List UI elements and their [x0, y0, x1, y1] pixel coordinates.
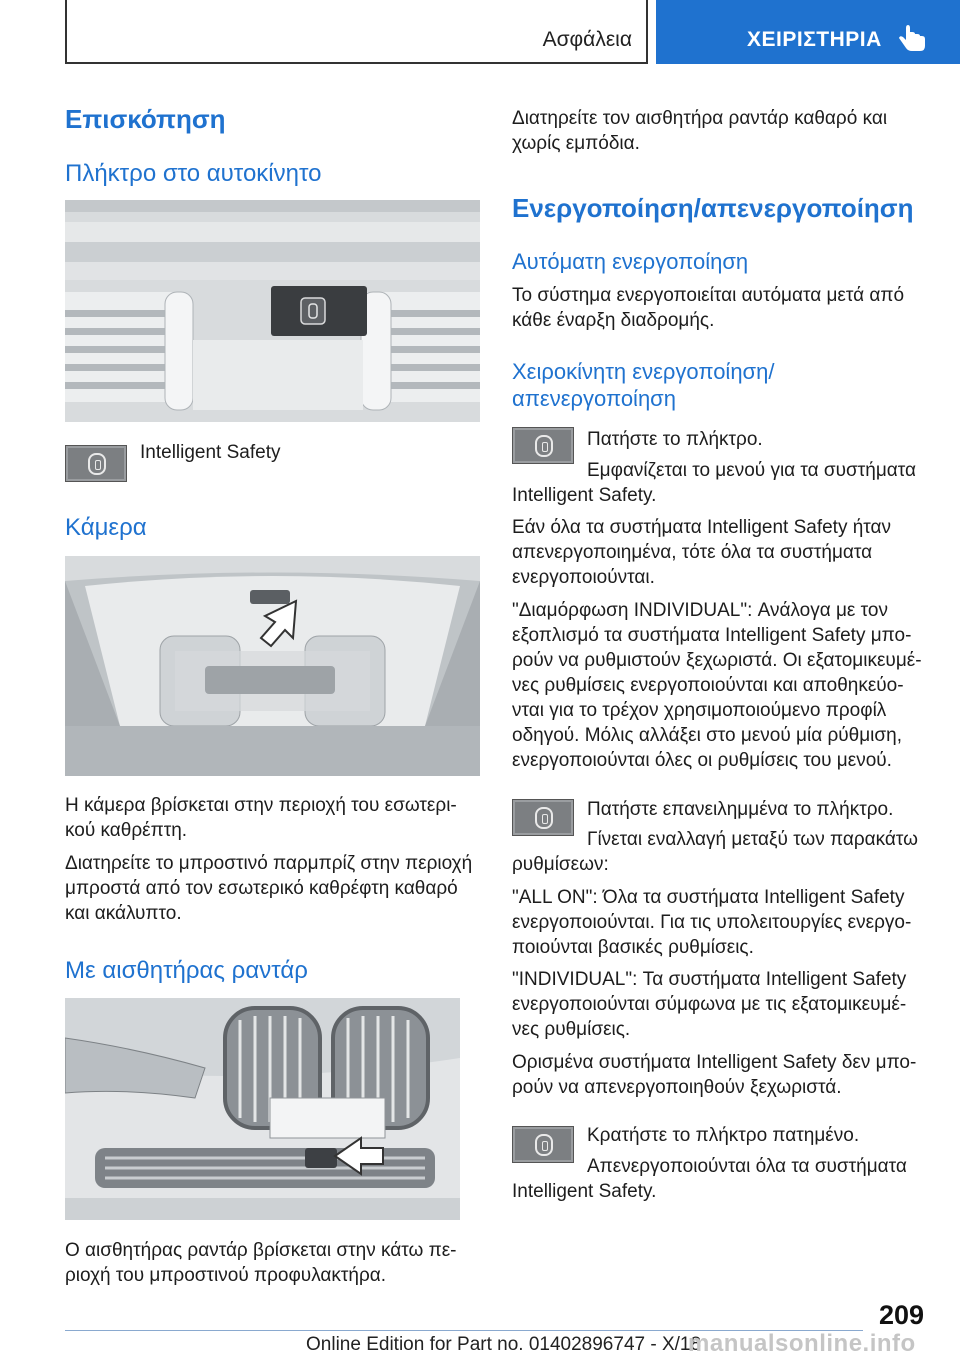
hand-pointer-icon	[896, 24, 930, 54]
camera-text-1b: κού καθρέπτη.	[65, 820, 188, 841]
camera-location-image	[65, 556, 480, 776]
radar-location-image	[65, 998, 460, 1220]
toggle-text-b: ρυθμίσεων:	[512, 854, 609, 875]
auto-text-a: Το σύστημα ενεργοποιείται αυτόματα μετά από	[512, 285, 905, 306]
individual-text-5: νται για το τρέχον χρησιμοποιούμενο προφίλ	[512, 700, 887, 721]
intelligent-safety-button-icon	[512, 427, 574, 464]
menu-text-a: Εμφανίζεται το μενού για τα συστήματα	[587, 460, 917, 481]
watermark: manualsonline.info	[688, 1330, 916, 1357]
auto-text-b: κάθε έναρξη διαδρομής.	[512, 310, 715, 331]
activation-title: Ενεργοποίηση/απενεργοποίηση	[512, 193, 914, 223]
manual-heading-b: απενεργοποίηση	[512, 386, 676, 411]
deactivate-text-a: Απενεργοποιούνται όλα τα συστήματα	[587, 1156, 907, 1177]
all-off-text-a: Εάν όλα τα συστήματα Intelligent Safety ήταν	[512, 517, 892, 538]
individual2-text-a: "INDIVIDUAL": Τα συστήματα Intelligent Safety	[512, 969, 907, 990]
dashboard-button-image	[65, 200, 480, 422]
radar-clean-text-a: Διατηρείτε τον αισθητήρα ραντάρ καθαρό και	[512, 108, 888, 129]
radar-text-1a: Ο αισθητήρας ραντάρ βρίσκεται στην κάτω πε-	[65, 1240, 457, 1261]
individual2-text-c: νες ρυθμίσεις.	[512, 1019, 631, 1040]
header-section-label: Ασφάλεια	[542, 28, 632, 51]
radar-clean-text-b: χωρίς εμπόδια.	[512, 133, 640, 154]
hold-text: Κρατήστε το πλήκτρο πατημένο.	[587, 1125, 860, 1146]
radar-text-1b: ριοχή του μπροστινού προφυλακτήρα.	[65, 1265, 387, 1286]
individual2-text-b: ενεργοποιούνται σύμφωνα με τις εξατομικευμέ-	[512, 994, 907, 1015]
radar-heading: Με αισθητήρας ραντάρ	[65, 957, 308, 984]
individual-text-4: νες ρυθμίσεις ενεργοποιούνται και αποθηκεύο-	[512, 675, 904, 696]
page-number: 209	[878, 1300, 924, 1330]
intelligent-safety-button-icon	[65, 445, 127, 482]
header-chapter-tab	[656, 0, 960, 64]
individual-text-6: οδηγού. Μόλις αλλάξει στο μενού μία ρύθμιση,	[512, 725, 902, 746]
overview-title: Επισκόπηση	[65, 104, 226, 134]
camera-text-2a: Διατηρείτε το μπροστινό παρμπρίζ στην περιοχή	[65, 853, 473, 874]
all-off-text-c: ενεργοποιούνται.	[512, 567, 655, 588]
press-once-text: Πατήστε το πλήκτρο.	[587, 429, 763, 450]
camera-text-1: Η κάμερα βρίσκεται στην περιοχή του εσωτερι-	[65, 795, 457, 816]
some-systems-text-a: Ορισμένα συστήματα Intelligent Safety δεν μπο-	[512, 1052, 917, 1073]
camera-heading: Κάμερα	[65, 514, 147, 541]
footer-edition: Online Edition for Part no. 01402896747 - X/18	[306, 1334, 702, 1355]
all-off-text-b: απενεργοποιημένα, τότε όλα τα συστήματα	[512, 542, 873, 563]
individual-text-2: εξοπλισμό τα συστήματα Intelligent Safety μπο-	[512, 625, 912, 646]
intelligent-safety-button-icon	[512, 1126, 574, 1163]
all-on-text-a: "ALL ON": Όλα τα συστήματα Intelligent Safety	[512, 887, 905, 908]
header-chapter-label: ΧΕΙΡΙΣΤΗΡΙΑ	[747, 28, 882, 51]
some-systems-text-b: ρούν να απενεργοποιηθούν ξεχωριστά.	[512, 1077, 842, 1098]
press-repeat-text: Πατήστε επανειλημμένα το πλήκτρο.	[587, 799, 894, 820]
individual-text-1: "Διαμόρφωση INDIVIDUAL": Ανάλογα με τον	[512, 600, 888, 621]
intelligent-safety-button-icon	[512, 799, 574, 836]
toggle-text-a: Γίνεται εναλλαγή μεταξύ των παρακάτω	[587, 829, 918, 850]
header-section-tab	[65, 0, 648, 64]
auto-heading: Αυτόματη ενεργοποίηση	[512, 249, 749, 274]
all-on-text-c: ποιούνται βασικές ρυθμίσεις.	[512, 937, 754, 958]
camera-text-2c: και ακάλυπτο.	[65, 903, 182, 924]
individual-text-3: ρούν να ρυθμιστούν ξεχωριστά. Οι εξατομικευμέ-	[512, 650, 922, 671]
button-heading: Πλήκτρο στο αυτοκίνητο	[65, 160, 322, 187]
individual-text-7: ενεργοποιούνται όλες οι ρυθμίσεις του μενού.	[512, 750, 892, 771]
deactivate-text-b: Intelligent Safety.	[512, 1181, 657, 1202]
button-label: Intelligent Safety	[140, 442, 281, 463]
menu-text-b: Intelligent Safety.	[512, 485, 657, 506]
manual-heading-a: Χειροκίνητη ενεργοποίηση/	[512, 359, 775, 384]
camera-text-2b: μπροστά από τον εσωτερικό καθρέφτη καθαρό	[65, 878, 458, 899]
all-on-text-b: ενεργοποιούνται. Για τις υπολειτουργίες ενεργο-	[512, 912, 912, 933]
